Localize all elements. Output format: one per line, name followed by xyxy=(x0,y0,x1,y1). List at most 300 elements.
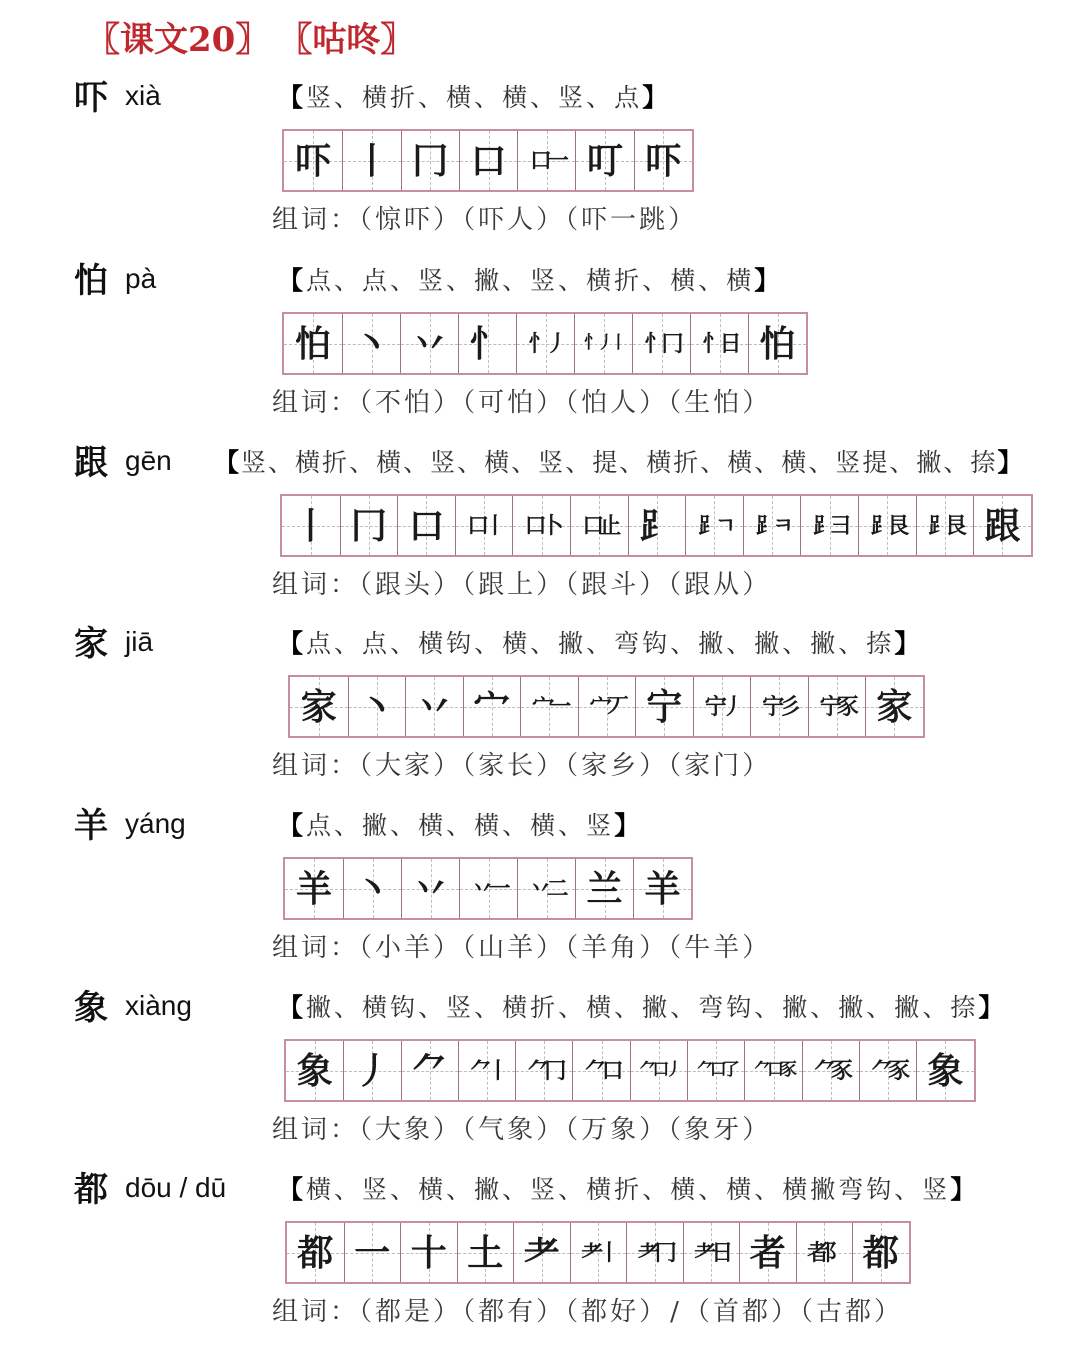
paren-open: （ xyxy=(668,751,685,781)
stroke-separator: 、 xyxy=(334,629,363,658)
stroke-separator: 、 xyxy=(334,811,363,840)
grid-cell xyxy=(512,496,570,555)
paren-close: ） xyxy=(433,1115,463,1145)
word-text: 大象 xyxy=(375,1115,434,1145)
paren-close: ） xyxy=(536,1297,566,1327)
stroke-separator: 、 xyxy=(808,448,836,477)
stroke-separator: 、 xyxy=(586,83,615,112)
stroke-name: 横 xyxy=(530,811,559,840)
paren-open: （ xyxy=(565,388,582,418)
stroke-name: 横钩 xyxy=(362,993,419,1022)
paren-close: ） xyxy=(433,1297,463,1327)
paren-open: （ xyxy=(359,751,376,781)
stroke-separator: 、 xyxy=(754,993,783,1022)
stroke-separator: 、 xyxy=(530,83,559,112)
stroke-step-glyph: 口止 xyxy=(582,512,617,539)
grid-cell xyxy=(517,859,575,918)
stroke-step-glyph: ⺈ xyxy=(411,1049,448,1092)
full-character-glyph: 家 xyxy=(300,685,337,728)
stroke-step-glyph: ⺈口 xyxy=(584,1057,619,1084)
word-text: 羊角 xyxy=(581,933,640,963)
stroke-separator: 、 xyxy=(670,629,699,658)
stroke-name: 横 xyxy=(502,629,531,658)
word-text: 家长 xyxy=(478,751,537,781)
pinyin: pà xyxy=(125,263,157,294)
head-character: 象 xyxy=(74,988,108,1028)
bracket-open: 【 xyxy=(214,448,242,477)
grid-cell xyxy=(343,859,401,918)
paren-open: （ xyxy=(359,570,376,600)
stroke-name: 点 xyxy=(614,83,643,112)
word-text: 生怕 xyxy=(684,388,743,418)
paren-open: （ xyxy=(565,205,582,235)
grid-cell xyxy=(516,314,574,373)
stroke-step-glyph: 宁 xyxy=(646,685,683,728)
bracket-open: 【 xyxy=(278,266,307,295)
paren-close: ） xyxy=(639,751,669,781)
stroke-step-glyph: 吓 xyxy=(645,139,682,182)
word-text: 古都 xyxy=(815,1297,874,1327)
stroke-step-glyph: 忄丿 xyxy=(528,330,563,357)
stroke-name: 横 xyxy=(586,993,615,1022)
stroke-name: 撇 xyxy=(810,629,839,658)
stroke-name: 竖 xyxy=(241,448,269,477)
bracket-open: 【 xyxy=(278,1175,307,1204)
word-text: 吓一跳 xyxy=(581,205,669,235)
paren-open: （ xyxy=(668,388,685,418)
stroke-step-glyph: ⺈豕 xyxy=(871,1057,906,1084)
stroke-step-glyph: ⺈冂 xyxy=(527,1057,562,1084)
stroke-separator: 、 xyxy=(586,629,615,658)
paren-open: （ xyxy=(668,1115,685,1145)
stroke-name: 撇 xyxy=(754,629,783,658)
stroke-name: 撇 xyxy=(838,993,867,1022)
grid-cell xyxy=(401,1041,458,1100)
word-text: 跟头 xyxy=(375,570,434,600)
stroke-order-label xyxy=(278,624,922,664)
stroke-step-glyph: 耂丨 xyxy=(581,1239,616,1266)
stroke-name: 横 xyxy=(474,811,503,840)
grid-cell xyxy=(748,314,806,373)
stroke-name: 弯钩 xyxy=(698,993,755,1022)
stroke-step-glyph: ⺈口丿 xyxy=(639,1060,679,1080)
stroke-step-glyph: 口丨 xyxy=(467,512,502,539)
words-label: 组词： xyxy=(272,205,360,235)
stroke-step-glyph: ⺈豕 xyxy=(813,1057,848,1084)
grid-cell xyxy=(859,1041,916,1100)
word-list xyxy=(272,1292,903,1332)
stroke-name: 撇 xyxy=(474,266,503,295)
stroke-step-glyph: 叮 xyxy=(587,139,624,182)
paren-close: ） xyxy=(639,570,669,600)
word-text: 都有 xyxy=(478,1297,537,1327)
stroke-name: 横折 xyxy=(502,993,559,1022)
stroke-step-glyph: ⻊ㄱ xyxy=(697,512,732,539)
bracket-close: 】 xyxy=(894,629,923,658)
grid-cell xyxy=(570,1223,627,1282)
full-character-glyph: 怕 xyxy=(294,322,331,365)
stroke-name: 竖 xyxy=(530,266,559,295)
stroke-step-glyph: ⻊艮 xyxy=(870,512,905,539)
lesson-number: 〖课文20〗 xyxy=(86,20,270,60)
stroke-separator: 、 xyxy=(334,993,363,1022)
stroke-name: 捺 xyxy=(866,629,895,658)
word-list xyxy=(272,746,771,786)
grid-cell xyxy=(690,314,748,373)
word-list xyxy=(272,200,697,240)
bracket-close: 】 xyxy=(642,83,671,112)
word-item xyxy=(565,388,668,418)
grid-cell xyxy=(634,131,692,190)
stroke-step-glyph: 口 xyxy=(470,139,507,182)
stroke-step-glyph: 十 xyxy=(410,1231,447,1274)
words-label: 组词： xyxy=(272,1115,360,1145)
grid-cell xyxy=(400,1223,457,1282)
character-entry xyxy=(0,261,1079,426)
word-text: 山羊 xyxy=(478,933,537,963)
stroke-name: 点 xyxy=(306,266,335,295)
stroke-step-glyph: 宀丆 xyxy=(589,693,624,720)
word-item xyxy=(668,570,771,600)
word-item xyxy=(800,1297,903,1327)
grid-cell xyxy=(397,496,455,555)
grid-cell xyxy=(285,859,343,918)
grid-cell xyxy=(455,496,513,555)
word-text: 万象 xyxy=(581,1115,640,1145)
stroke-separator: 、 xyxy=(446,266,475,295)
paren-close: ） xyxy=(639,933,669,963)
stroke-step-glyph: 丷 xyxy=(411,322,448,365)
word-item xyxy=(565,751,668,781)
grid-cell xyxy=(750,677,808,736)
stroke-separator: 、 xyxy=(474,629,503,658)
paren-close: ） xyxy=(639,388,669,418)
head-character: 怕 xyxy=(74,261,108,301)
word-item xyxy=(565,1297,668,1327)
stroke-separator: 、 xyxy=(614,993,643,1022)
stroke-step-glyph: 宁豕 xyxy=(819,693,854,720)
stroke-order-label xyxy=(278,988,1006,1028)
stroke-step-glyph: 丿 xyxy=(354,1049,391,1092)
word-item xyxy=(565,570,668,600)
stroke-name: 撇 xyxy=(894,993,923,1022)
grid-cell xyxy=(458,314,516,373)
grid-cell xyxy=(802,1041,859,1100)
stroke-name: 横 xyxy=(418,811,447,840)
stroke-separator: 、 xyxy=(894,1175,923,1204)
stroke-name: 横 xyxy=(484,448,512,477)
word-text: 可怕 xyxy=(478,388,537,418)
stroke-separator: 、 xyxy=(642,266,671,295)
stroke-separator: 、 xyxy=(418,993,447,1022)
stroke-separator: 、 xyxy=(446,811,475,840)
stroke-order-label xyxy=(278,806,642,846)
grid-cell xyxy=(632,314,690,373)
grid-cell xyxy=(515,1041,572,1100)
stroke-order-label xyxy=(278,261,782,301)
stroke-separator: 、 xyxy=(349,448,377,477)
stroke-step-glyph: 家 xyxy=(876,685,913,728)
stroke-step-glyph: 兰 xyxy=(586,867,623,910)
paren-close: ） xyxy=(536,388,566,418)
stroke-step-glyph: 耂 xyxy=(523,1231,560,1274)
paren-close: ） xyxy=(536,1115,566,1145)
stroke-step-glyph: 象 xyxy=(927,1049,964,1092)
paren-open: （ xyxy=(668,570,685,600)
paren-open: （ xyxy=(668,933,685,963)
bracket-open: 【 xyxy=(278,629,307,658)
grid-cell xyxy=(284,131,342,190)
stroke-name: 横折 xyxy=(362,83,419,112)
grid-cell xyxy=(343,1041,400,1100)
word-text: 都是 xyxy=(375,1297,434,1327)
stroke-separator: 、 xyxy=(511,448,539,477)
word-item xyxy=(462,570,565,600)
word-item xyxy=(668,751,771,781)
stroke-separator: 、 xyxy=(698,266,727,295)
stroke-name: 竖 xyxy=(558,83,587,112)
paren-close: ） xyxy=(536,205,566,235)
word-group-separator: / xyxy=(670,1297,682,1327)
grid-cell xyxy=(687,1041,744,1100)
words-label: 组词： xyxy=(272,388,360,418)
pinyin: yáng xyxy=(125,808,186,839)
stroke-separator: 、 xyxy=(698,1175,727,1204)
head-character: 家 xyxy=(74,624,108,664)
grid-cell xyxy=(800,496,858,555)
word-text: 跟从 xyxy=(684,570,743,600)
word-text: 都好 xyxy=(581,1297,640,1327)
grid-cell xyxy=(574,314,632,373)
paren-close: ） xyxy=(742,570,772,600)
stroke-separator: 、 xyxy=(782,629,811,658)
stroke-name: 竖 xyxy=(446,993,475,1022)
stroke-name: 横 xyxy=(376,448,404,477)
stroke-separator: 、 xyxy=(558,993,587,1022)
stroke-name: 捺 xyxy=(950,993,979,1022)
paren-close: ） xyxy=(668,205,698,235)
paren-open: （ xyxy=(565,751,582,781)
stroke-name: 撇 xyxy=(916,448,944,477)
word-item xyxy=(359,1297,462,1327)
stroke-name: 撇 xyxy=(474,1175,503,1204)
stroke-separator: 、 xyxy=(334,1175,363,1204)
paren-close: ） xyxy=(433,205,463,235)
word-text: 气象 xyxy=(478,1115,537,1145)
stroke-order-grid xyxy=(284,1039,976,1102)
paren-open: （ xyxy=(359,1297,376,1327)
bracket-close: 】 xyxy=(997,448,1025,477)
word-list xyxy=(272,928,771,968)
head-character: 羊 xyxy=(74,806,108,846)
stroke-name: 提 xyxy=(592,448,620,477)
grid-cell xyxy=(626,1223,683,1282)
words-label: 组词： xyxy=(272,933,360,963)
paren-open: （ xyxy=(462,1115,479,1145)
stroke-separator: 、 xyxy=(268,448,296,477)
word-item xyxy=(462,205,565,235)
stroke-name: 横 xyxy=(418,1175,447,1204)
stroke-step-glyph: ⻊艮 xyxy=(927,512,962,539)
character-entry xyxy=(0,1170,1079,1335)
word-text: 怕人 xyxy=(581,388,640,418)
stroke-order-grid xyxy=(285,1221,911,1284)
word-item xyxy=(462,933,565,963)
word-item xyxy=(668,1115,771,1145)
stroke-name: 撇 xyxy=(558,629,587,658)
stroke-step-glyph: 羊 xyxy=(644,867,681,910)
word-item xyxy=(668,388,771,418)
grid-cell xyxy=(973,496,1031,555)
grid-cell xyxy=(739,1223,796,1282)
stroke-name: 竖提 xyxy=(835,448,890,477)
stroke-separator: 、 xyxy=(418,83,447,112)
word-text: 象牙 xyxy=(684,1115,743,1145)
word-text: 跟斗 xyxy=(581,570,640,600)
word-item xyxy=(462,1297,565,1327)
head-character: 吓 xyxy=(74,78,108,118)
grid-cell xyxy=(575,859,633,918)
grid-cell xyxy=(458,1041,515,1100)
stroke-order-grid xyxy=(283,857,693,920)
stroke-step-glyph: 都 xyxy=(862,1231,899,1274)
paren-close: ） xyxy=(433,388,463,418)
stroke-separator: 、 xyxy=(866,993,895,1022)
word-text: 家乡 xyxy=(581,751,640,781)
paren-open: （ xyxy=(462,388,479,418)
full-character-glyph: 吓 xyxy=(295,139,332,182)
stroke-step-glyph: 口卜 xyxy=(524,512,559,539)
stroke-order-grid xyxy=(280,494,1033,557)
grid-cell xyxy=(693,677,751,736)
grid-cell xyxy=(578,677,636,736)
grid-cell xyxy=(459,131,517,190)
words-label: 组词： xyxy=(272,1297,360,1327)
grid-cell xyxy=(808,677,866,736)
stroke-step-glyph: 口一 xyxy=(529,147,564,174)
word-item xyxy=(565,205,697,235)
stroke-separator: 、 xyxy=(889,448,917,477)
paren-close: ） xyxy=(536,933,566,963)
stroke-separator: 、 xyxy=(619,448,647,477)
stroke-step-glyph: 丷 xyxy=(412,867,449,910)
stroke-name: 竖 xyxy=(306,83,335,112)
stroke-separator: 、 xyxy=(754,448,782,477)
grid-cell xyxy=(400,314,458,373)
stroke-name: 竖 xyxy=(922,1175,951,1204)
word-text: 跟上 xyxy=(478,570,537,600)
paren-open: （ xyxy=(462,570,479,600)
word-item xyxy=(359,388,462,418)
word-item xyxy=(359,570,462,600)
grid-cell xyxy=(916,1041,973,1100)
words-label: 组词： xyxy=(272,570,360,600)
stroke-name: 横折 xyxy=(646,448,701,477)
grid-cell xyxy=(405,677,463,736)
grid-cell xyxy=(520,677,578,736)
stroke-separator: 、 xyxy=(390,629,419,658)
stroke-separator: 、 xyxy=(838,629,867,658)
stroke-name: 点 xyxy=(362,629,391,658)
stroke-name: 横折 xyxy=(295,448,350,477)
stroke-name: 横撇弯钩 xyxy=(782,1175,895,1204)
paren-open: （ xyxy=(359,388,376,418)
stroke-separator: 、 xyxy=(642,1175,671,1204)
stroke-order-grid xyxy=(288,675,925,738)
stroke-step-glyph: 宁彡 xyxy=(762,693,797,720)
stroke-name: 点 xyxy=(362,266,391,295)
character-entry xyxy=(0,806,1079,971)
pinyin: xiàng xyxy=(125,990,192,1021)
grid-cell xyxy=(342,131,400,190)
stroke-name: 横 xyxy=(670,1175,699,1204)
paren-close: ） xyxy=(536,751,566,781)
stroke-name: 横 xyxy=(726,266,755,295)
paren-open: （ xyxy=(359,933,376,963)
paren-open: （ xyxy=(565,933,582,963)
stroke-step-glyph: 忄冂 xyxy=(644,330,679,357)
stroke-name: 横 xyxy=(781,448,809,477)
stroke-step-glyph: 忄 xyxy=(469,322,506,365)
grid-cell xyxy=(344,1223,401,1282)
word-text: 大家 xyxy=(375,751,434,781)
stroke-separator: 、 xyxy=(558,1175,587,1204)
full-character-glyph: 羊 xyxy=(295,867,332,910)
stroke-step-glyph: 宀 xyxy=(473,685,510,728)
paren-open: （ xyxy=(799,1297,816,1327)
stroke-step-glyph: 丶 xyxy=(353,322,390,365)
stroke-step-glyph: 丨 xyxy=(292,504,329,547)
word-item xyxy=(668,933,771,963)
stroke-step-glyph: 丷一 xyxy=(471,875,506,902)
character-entry xyxy=(0,443,1079,608)
stroke-name: 点 xyxy=(306,629,335,658)
stroke-separator: 、 xyxy=(334,266,363,295)
stroke-name: 竖 xyxy=(362,1175,391,1204)
bracket-close: 】 xyxy=(950,1175,979,1204)
grid-cell xyxy=(282,496,340,555)
stroke-step-glyph: ⻊ㅋ xyxy=(755,512,789,539)
stroke-step-glyph: 耂日 xyxy=(694,1239,729,1266)
paren-close: ） xyxy=(536,570,566,600)
paren-open: （ xyxy=(462,1297,479,1327)
grid-cell xyxy=(916,496,974,555)
stroke-separator: 、 xyxy=(390,811,419,840)
word-text: 家门 xyxy=(684,751,743,781)
stroke-separator: 、 xyxy=(502,1175,531,1204)
stroke-separator: 、 xyxy=(558,266,587,295)
bracket-open: 【 xyxy=(278,993,307,1022)
bracket-close: 】 xyxy=(978,993,1007,1022)
stroke-name: 撇 xyxy=(362,811,391,840)
grid-cell xyxy=(865,677,923,736)
word-text: 小羊 xyxy=(375,933,434,963)
grid-cell xyxy=(852,1223,909,1282)
word-item xyxy=(359,1115,462,1145)
word-item xyxy=(462,751,565,781)
word-text: 吓人 xyxy=(478,205,537,235)
stroke-step-glyph: 丶 xyxy=(358,685,395,728)
stroke-separator: 、 xyxy=(922,993,951,1022)
paren-close: ） xyxy=(433,570,463,600)
stroke-step-glyph: 口 xyxy=(408,504,445,547)
word-item xyxy=(684,1297,800,1327)
head-character: 跟 xyxy=(74,443,108,483)
stroke-separator: 、 xyxy=(403,448,431,477)
pinyin: dōu / dū xyxy=(125,1172,227,1203)
bracket-open: 【 xyxy=(278,83,307,112)
word-text: 不怕 xyxy=(375,388,434,418)
